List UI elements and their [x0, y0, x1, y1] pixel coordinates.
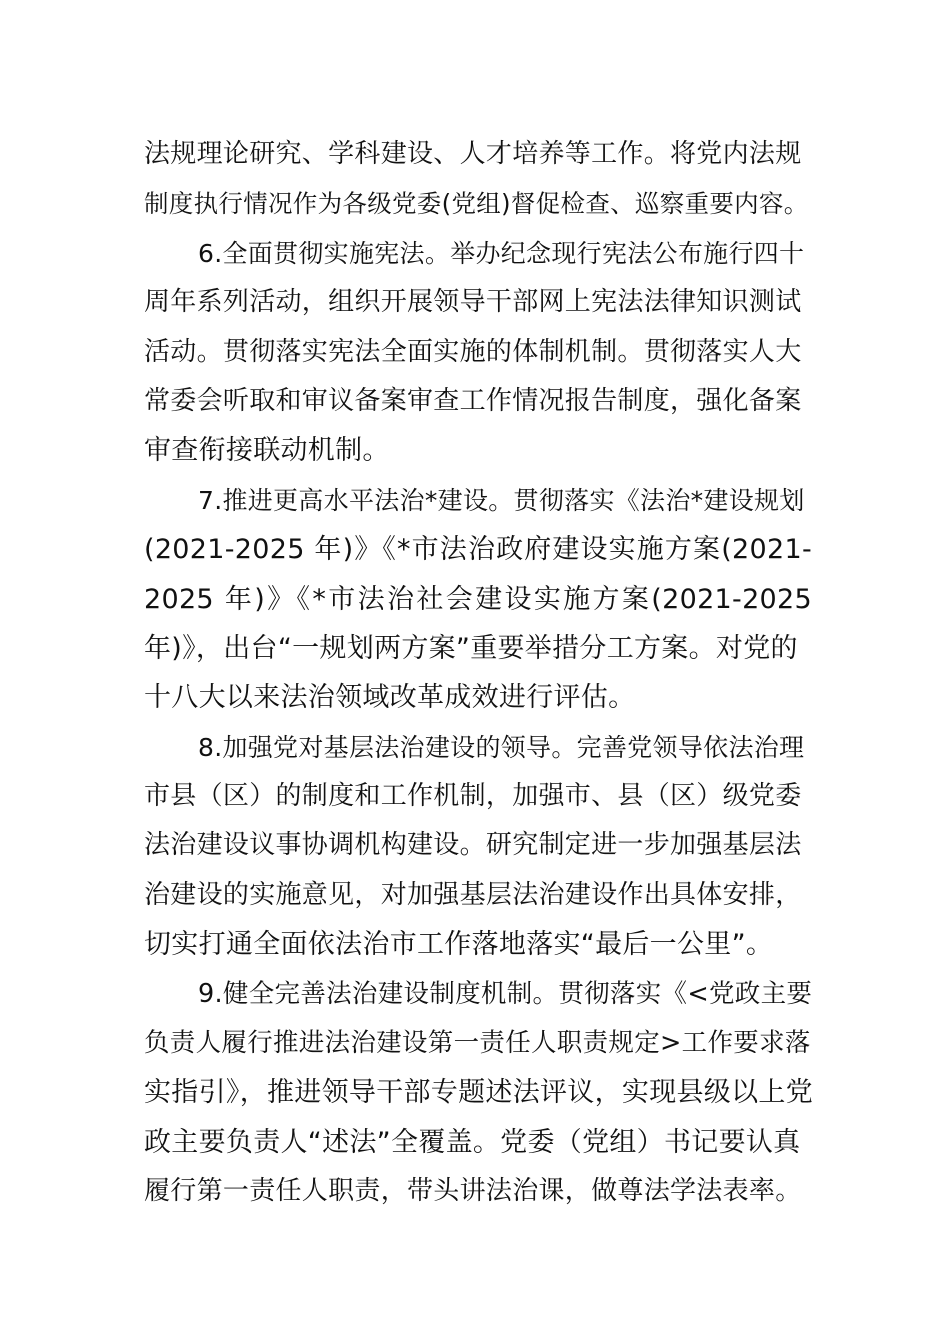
text-line: 履行第一责任人职责，带头讲法治课，做尊法学法表率。 [144, 1176, 802, 1207]
text-line: 2025 年)》《*市法治社会建设实施方案(2021-2025 [144, 583, 812, 615]
text-line: 活动。贯彻落实宪法全面实施的体制机制。贯彻落实人大 [144, 336, 802, 367]
text-line: 法治建设议事协调机构建设。研究制定进一步加强基层法 [144, 830, 802, 861]
text-line: (2021-2025 年)》《*市法治政府建设实施方案(2021- [144, 534, 812, 566]
text-line: 制度执行情况作为各级党委(党组)督促检查、巡察重要内容。 [144, 189, 809, 219]
text-line: 切实打通全面依法治市工作落地落实“最后一公里”。 [144, 929, 774, 961]
section-7-heading-line: 7.推进更高水平法治*建设。贯彻落实《法治*建设规划 [198, 485, 805, 515]
text-line: 负责人履行推进法治建设第一责任人职责规定>工作要求落 [144, 1028, 811, 1059]
text-line: 政主要负责人“述法”全覆盖。党委（党组）书记要认真 [144, 1126, 801, 1158]
body-text [144, 130, 812, 1217]
text-line: 法规理论研究、学科建设、人才培养等工作。将党内法规 [144, 139, 802, 169]
section-6-heading-line: 6.全面贯彻实施宪法。举办纪念现行宪法公布施行四十 [198, 238, 805, 268]
text-line: 周年系列活动，组织开展领导干部网上宪法法律知识测试 [144, 287, 802, 318]
text-line: 治建设的实施意见，对加强基层法治建设作出具体安排， [144, 879, 802, 910]
section-8-heading-line: 8.加强党对基层法治建设的领导。完善党领导依法治理 [198, 732, 805, 762]
text-line: 实指引》，推进领导干部专题述法评议，实现县级以上党 [144, 1077, 813, 1109]
text-line: 市县（区）的制度和工作机制，加强市、县（区）级党委 [144, 781, 802, 812]
text-line: 审查衔接联动机制。 [144, 435, 390, 467]
text-line: 十八大以来法治领域改革成效进行评估。 [144, 682, 636, 714]
text-line: 常委会听取和审议备案审查工作情况报告制度，强化备案 [144, 385, 802, 416]
text-line: 年)》，出台“一规划两方案”重要举措分工方案。对党的 [144, 632, 798, 664]
section-9-heading-line: 9.健全完善法治建设制度机制。贯彻落实《<党政主要 [198, 978, 813, 1009]
